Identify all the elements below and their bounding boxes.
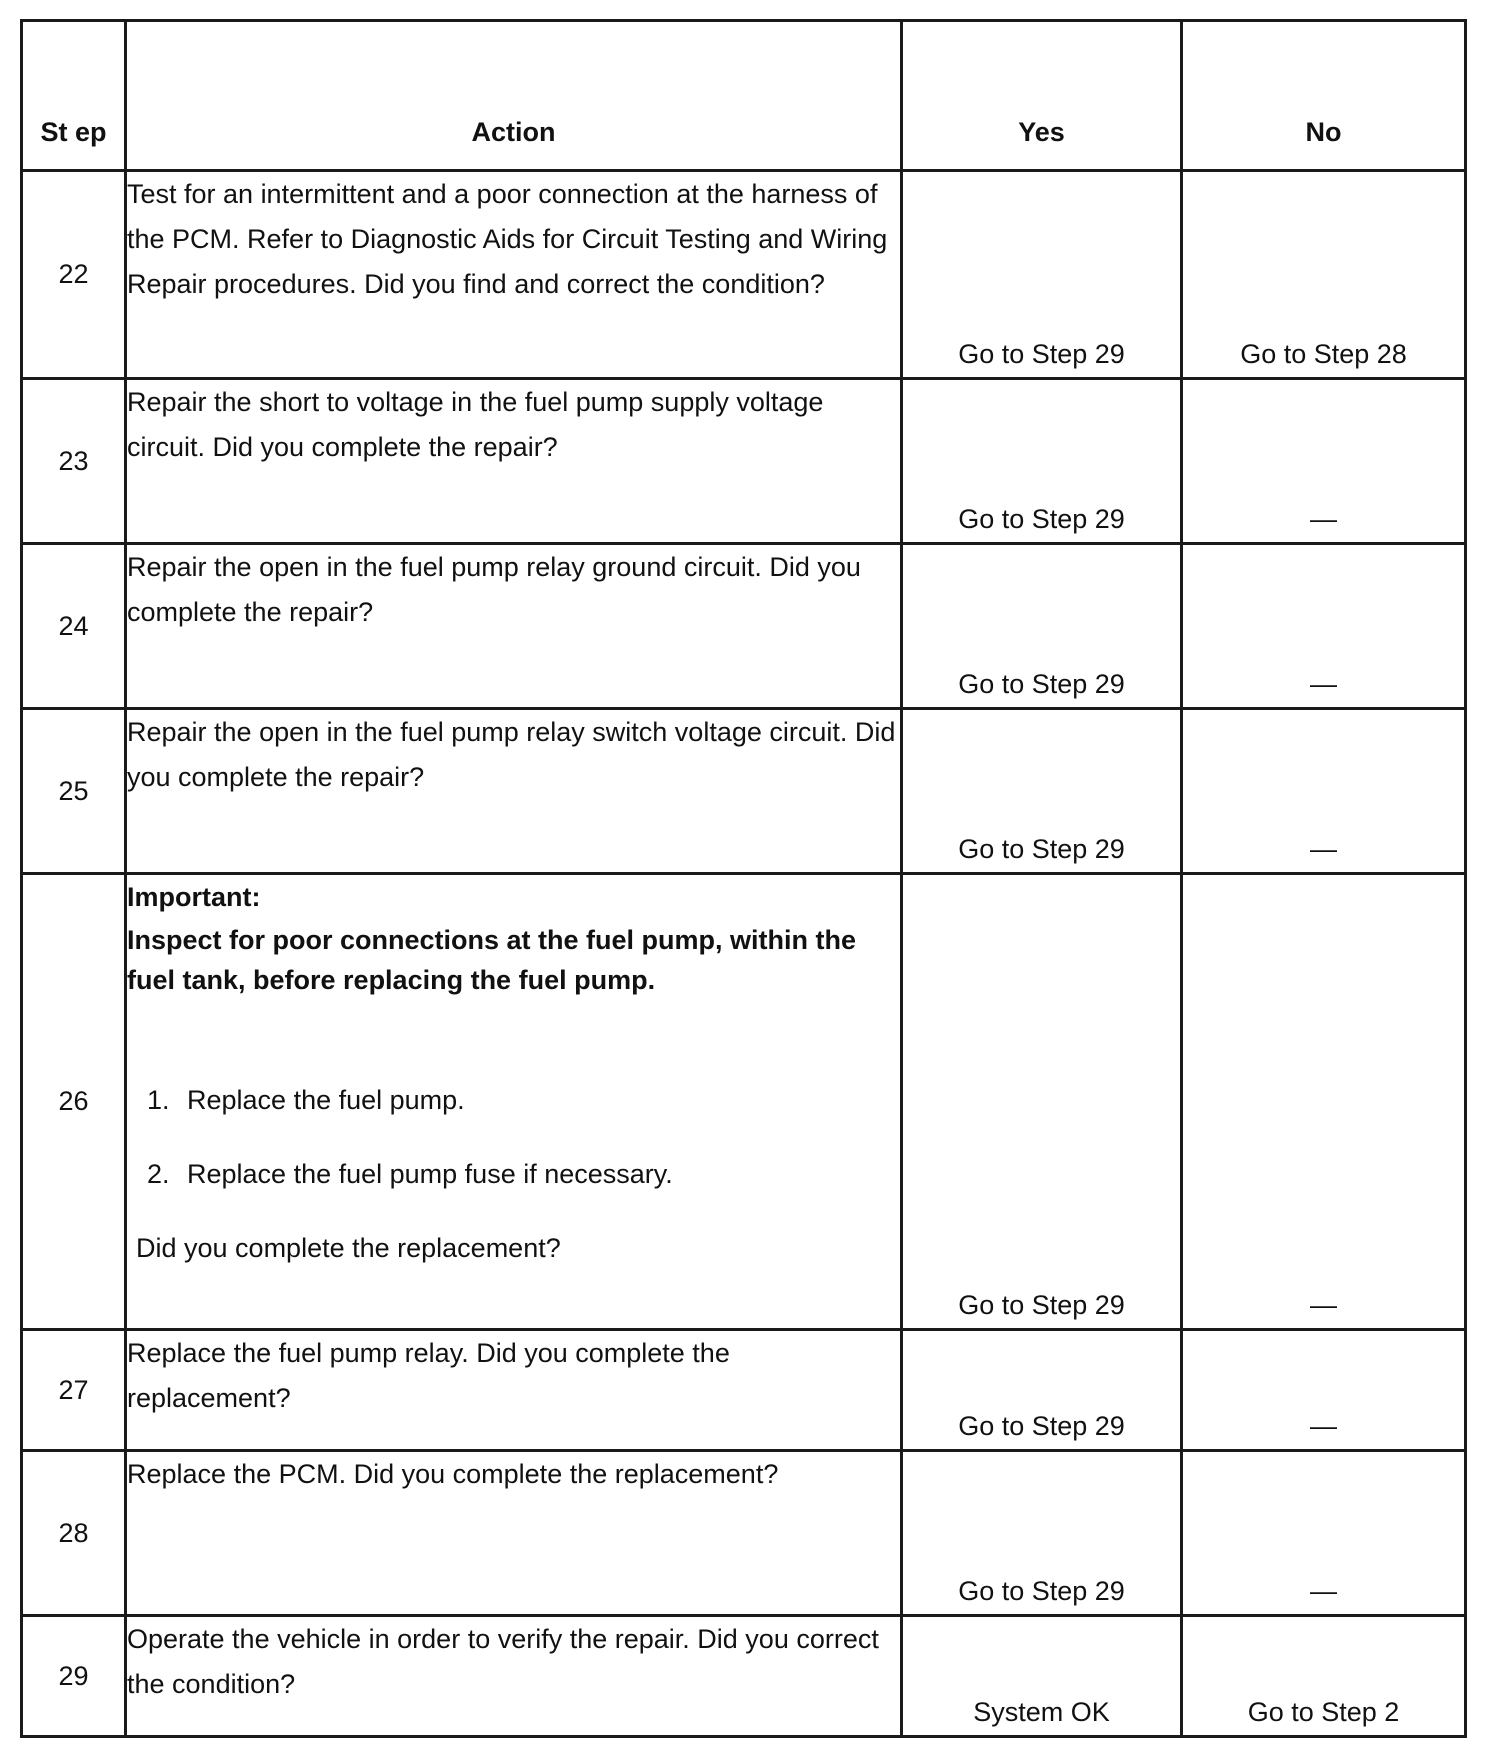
- no-result: —: [1182, 1330, 1466, 1451]
- yes-result: Go to Step 29: [902, 171, 1182, 379]
- action-text: Repair the open in the fuel pump relay switch voltage circuit. Did you complete the repair?: [126, 709, 902, 874]
- no-result: —: [1182, 544, 1466, 709]
- substep-list: [127, 1078, 900, 1197]
- action-text: Replace the fuel pump relay. Did you complete the replacement?: [126, 1330, 902, 1451]
- no-result: —: [1182, 874, 1466, 1330]
- action-text: Replace the PCM. Did you complete the replacement?: [126, 1451, 902, 1616]
- list-item: 2. Replace the fuel pump fuse if necessary.: [177, 1152, 900, 1197]
- action-text: Operate the vehicle in order to verify the repair. Did you correct the condition?: [126, 1616, 902, 1737]
- step-number: 28: [22, 1451, 126, 1616]
- header-row: [22, 21, 1466, 171]
- action-text: Test for an intermittent and a poor connection at the harness of the PCM. Refer to Diagnostic Aids for Circuit Testing and Wiring Repair procedures. Did you find and correct the condition?: [126, 171, 902, 379]
- table-row: [22, 171, 1466, 379]
- table-row: [22, 709, 1466, 874]
- step-number: 25: [22, 709, 126, 874]
- yes-result: Go to Step 29: [902, 544, 1182, 709]
- table-row: [22, 544, 1466, 709]
- diagnostic-steps-table: [20, 19, 1467, 1738]
- step-number: 27: [22, 1330, 126, 1451]
- no-result: —: [1182, 379, 1466, 544]
- header-no: No: [1182, 21, 1466, 171]
- action-question: Did you complete the replacement?: [136, 1233, 561, 1263]
- list-item: 1. Replace the fuel pump.: [177, 1078, 900, 1123]
- action-cell: [126, 874, 902, 1330]
- header-step-label: St ep: [40, 117, 107, 147]
- step-number: 24: [22, 544, 126, 709]
- yes-result: Go to Step 29: [902, 1330, 1182, 1451]
- no-result: Go to Step 2: [1182, 1616, 1466, 1737]
- important-note: Inspect for poor connections at the fuel pump, within the fuel tank, before replacing the fuel pump.: [127, 925, 857, 995]
- action-text: Repair the short to voltage in the fuel pump supply voltage circuit. Did you complete the repair?: [126, 379, 902, 544]
- header-step: [22, 21, 126, 171]
- step-number: 22: [22, 171, 126, 379]
- yes-result: Go to Step 29: [902, 1451, 1182, 1616]
- step-number: 29: [22, 1616, 126, 1737]
- yes-result: Go to Step 29: [902, 379, 1182, 544]
- header-action: Action: [126, 21, 902, 171]
- action-text: Repair the open in the fuel pump relay ground circuit. Did you complete the repair?: [126, 544, 902, 709]
- no-result: —: [1182, 709, 1466, 874]
- no-result: Go to Step 28: [1182, 171, 1466, 379]
- yes-result: Go to Step 29: [902, 709, 1182, 874]
- yes-result: Go to Step 29: [902, 874, 1182, 1330]
- yes-result: System OK: [902, 1616, 1182, 1737]
- header-yes: Yes: [902, 21, 1182, 171]
- important-label: Important:: [127, 882, 261, 912]
- table-row: [22, 1616, 1466, 1737]
- table-row: [22, 1451, 1466, 1616]
- step-number: 23: [22, 379, 126, 544]
- table-row: [22, 1330, 1466, 1451]
- table-row: [22, 379, 1466, 544]
- table-row: [22, 874, 1466, 1330]
- no-result: —: [1182, 1451, 1466, 1616]
- step-number: 26: [22, 874, 126, 1330]
